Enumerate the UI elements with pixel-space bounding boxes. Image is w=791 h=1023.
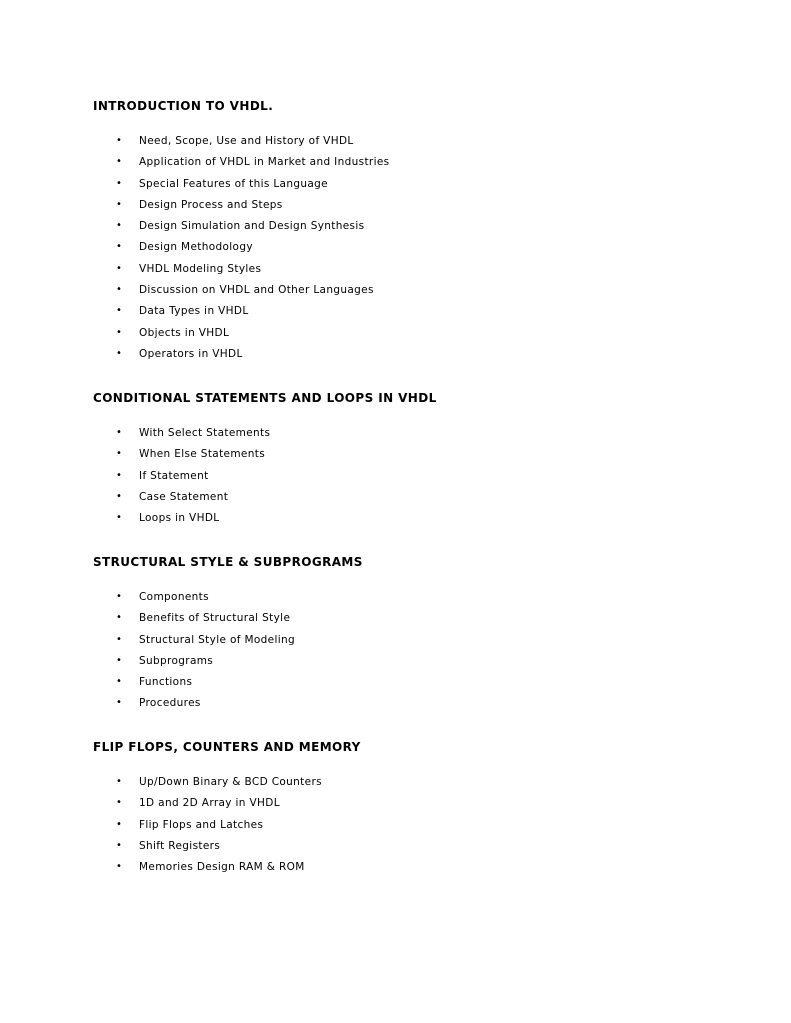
- list-item-text: VHDL Modeling Styles: [139, 262, 262, 275]
- section-structural-style: [93, 555, 713, 710]
- list-item-text: Benefits of Structural Style: [139, 612, 291, 625]
- bullet-icon: •: [116, 347, 123, 359]
- list-item-text: Shift Registers: [139, 839, 221, 852]
- list-item-text: If Statement: [139, 469, 209, 482]
- bullet-icon: •: [116, 676, 123, 688]
- bullet-icon: •: [116, 156, 123, 168]
- bullet-icon: •: [116, 241, 123, 253]
- bullet-icon: •: [116, 591, 123, 602]
- bullet-icon: •: [116, 697, 123, 709]
- section-heading: FLIP FLOPS, COUNTERS AND MEMORY: [93, 740, 361, 754]
- list-item-text: Design Methodology: [139, 241, 253, 254]
- bullet-icon: •: [116, 612, 123, 624]
- bullet-icon: •: [116, 326, 123, 338]
- list-item-text: Procedures: [139, 697, 201, 710]
- list-item-text: Design Process and Steps: [139, 198, 283, 211]
- list-item-text: Application of VHDL in Market and Industries: [139, 156, 390, 169]
- list-item-text: Design Simulation and Design Synthesis: [139, 220, 365, 233]
- bullet-icon: •: [116, 135, 123, 146]
- bullet-icon: •: [116, 177, 123, 189]
- list-item-text: Data Types in VHDL: [139, 305, 249, 318]
- section-flip-flops-counters-memory: [93, 740, 713, 874]
- bullet-icon: •: [116, 839, 123, 851]
- bullet-icon: •: [116, 448, 123, 460]
- bullet-icon: •: [116, 861, 123, 873]
- bullet-icon: •: [116, 198, 123, 210]
- list-item-text: Functions: [139, 676, 193, 689]
- list-item-text: Loops in VHDL: [139, 512, 220, 525]
- section-heading: CONDITIONAL STATEMENTS AND LOOPS IN VHDL: [93, 391, 437, 405]
- bullet-icon: •: [116, 220, 123, 232]
- list-item-text: Structural Style of Modeling: [139, 633, 296, 646]
- list-item-text: Up/Down Binary & BCD Counters: [139, 776, 322, 788]
- list-item-text: 1D and 2D Array in VHDL: [139, 797, 280, 810]
- section-conditional-statements: [93, 391, 713, 525]
- bullet-icon: •: [116, 284, 123, 296]
- section-introduction: [93, 99, 713, 360]
- list-item-text: Memories Design RAM & ROM: [139, 861, 305, 874]
- bullet-icon: •: [116, 633, 123, 645]
- list-item-text: Case Statement: [139, 490, 229, 503]
- list-item-text: When Else Statements: [139, 448, 266, 461]
- bullet-icon: •: [116, 654, 123, 666]
- list-item-text: Need, Scope, Use and History of VHDL: [139, 135, 354, 147]
- list-item-text: Flip Flops and Latches: [139, 818, 264, 831]
- bullet-icon: •: [116, 305, 123, 317]
- list-item-text: Subprograms: [139, 654, 214, 667]
- list-item-text: Components: [139, 591, 209, 603]
- section-heading: INTRODUCTION TO VHDL.: [93, 99, 274, 113]
- bullet-icon: •: [116, 490, 123, 502]
- list-item-text: With Select Statements: [139, 427, 271, 439]
- list-item-text: Discussion on VHDL and Other Languages: [139, 284, 374, 297]
- bullet-icon: •: [116, 818, 123, 830]
- bullet-icon: •: [116, 797, 123, 809]
- list-item-text: Special Features of this Language: [139, 177, 328, 190]
- list-item-text: Operators in VHDL: [139, 347, 243, 360]
- bullet-icon: •: [116, 776, 123, 787]
- list-item-text: Objects in VHDL: [139, 326, 230, 339]
- bullet-icon: •: [116, 427, 123, 438]
- bullet-icon: •: [116, 512, 123, 524]
- section-heading: STRUCTURAL STYLE & SUBPROGRAMS: [93, 555, 363, 569]
- bullet-icon: •: [116, 469, 123, 481]
- bullet-icon: •: [116, 262, 123, 274]
